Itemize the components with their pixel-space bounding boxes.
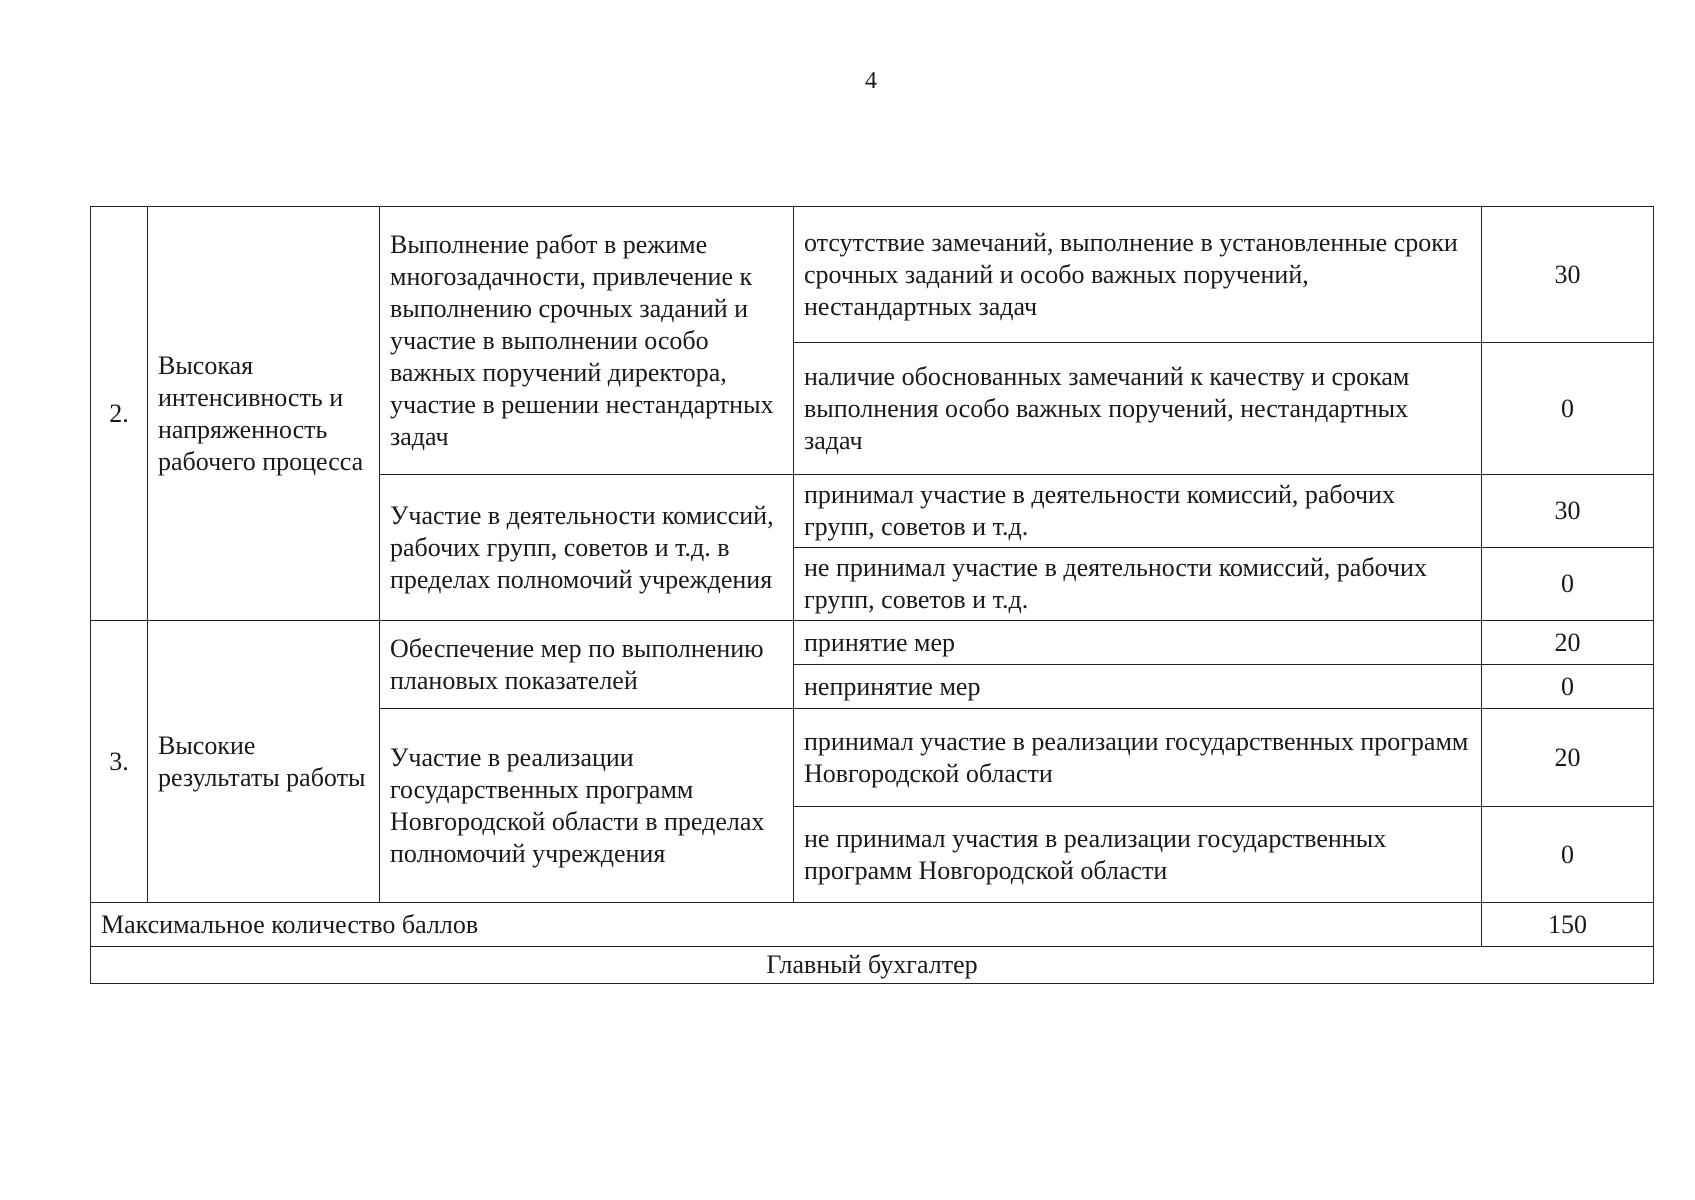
signature-row [91,947,1654,984]
score-cell: 0 [1482,665,1654,709]
section-number: 3. [91,621,148,903]
score-cell: 0 [1482,807,1654,903]
total-row [91,903,1654,947]
criterion-cell: непринятие мер [794,665,1482,709]
criterion-cell: отсутствие замечаний, выполнение в установленные сроки срочных заданий и особо важных поручений, нестандартных задач [794,207,1482,343]
section-title: Высокая интенсивность и напряженность рабочего процесса [148,207,380,621]
criterion-cell: принимал участие в реализации государственных программ Новгородской области [794,709,1482,807]
evaluation-criteria-table [90,206,1654,984]
score-cell: 0 [1482,343,1654,475]
total-score: 150 [1482,903,1654,947]
section-number: 2. [91,207,148,621]
score-cell: 20 [1482,709,1654,807]
score-cell: 0 [1482,548,1654,621]
criterion-cell: наличие обоснованных замечаний к качеству и срокам выполнения особо важных поручений, нестандартных задач [794,343,1482,475]
section-title: Высокие результаты работы [148,621,380,903]
indicator-cell: Участие в реализации государственных программ Новгородской области в пределах полномочий учреждения [380,709,794,903]
criterion-cell: не принимал участия в реализации государственных программ Новгородской области [794,807,1482,903]
indicator-cell: Участие в деятельности комиссий, рабочих групп, советов и т.д. в пределах полномочий учреждения [380,475,794,621]
total-label: Максимальное количество баллов [91,903,1482,947]
score-cell: 30 [1482,207,1654,343]
table-row [91,621,1654,665]
criterion-cell: не принимал участие в деятельности комиссий, рабочих групп, советов и т.д. [794,548,1482,621]
score-cell: 20 [1482,621,1654,665]
criterion-cell: принятие мер [794,621,1482,665]
signature-title: Главный бухгалтер [91,947,1654,984]
indicator-cell: Выполнение работ в режиме многозадачности, привлечение к выполнению срочных заданий и участие в выполнении особо важных поручений директора, участие в решении нестандартных задач [380,207,794,475]
indicator-cell: Обеспечение мер по выполнению плановых показателей [380,621,794,709]
criterion-cell: принимал участие в деятельности комиссий, рабочих групп, советов и т.д. [794,475,1482,548]
table-row [91,207,1654,343]
score-cell: 30 [1482,475,1654,548]
page-number: 4 [865,68,877,94]
